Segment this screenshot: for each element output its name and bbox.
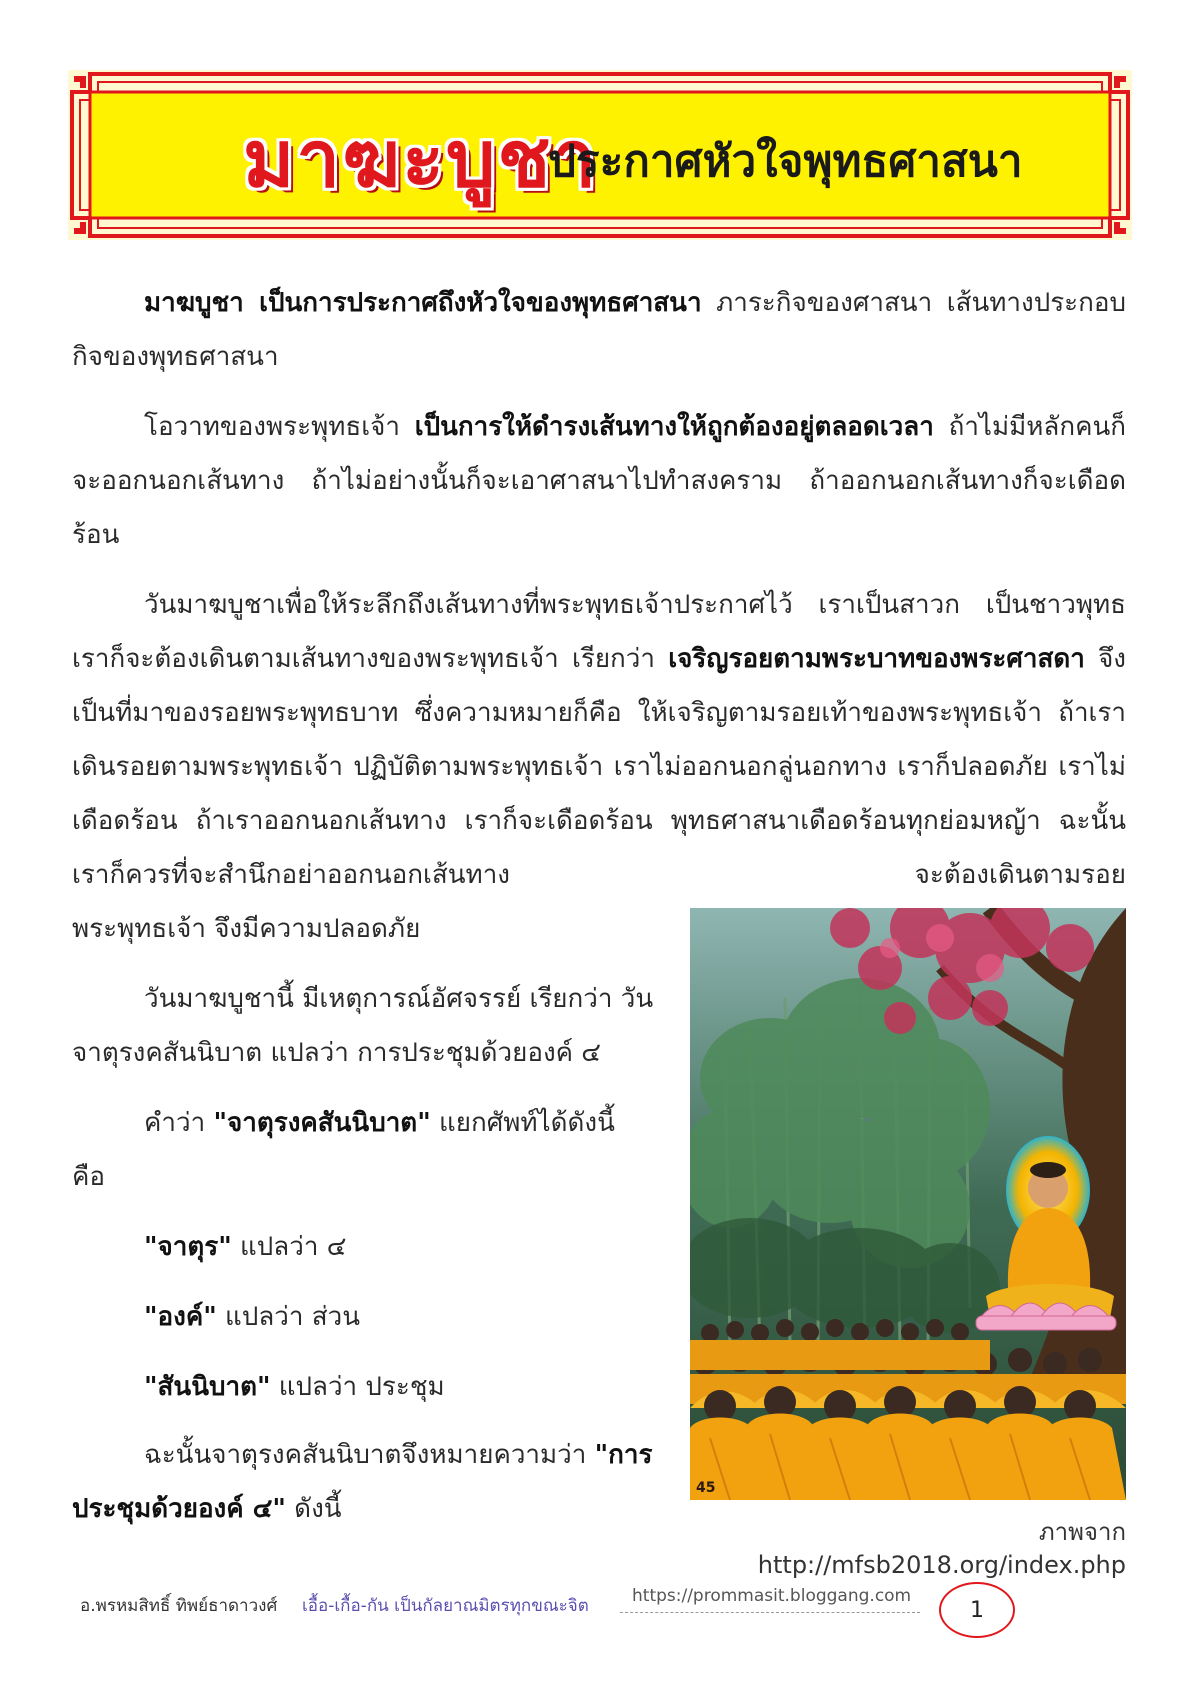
footer-link[interactable]: https://prommasit.bloggang.com	[632, 1586, 912, 1606]
paragraph-2	[72, 400, 1126, 562]
paragraph-6-bold-1: "การ	[594, 1440, 653, 1470]
paragraph-3	[72, 578, 1126, 902]
paragraph-1	[72, 276, 1126, 384]
paragraph-3-last-line: พระพุทธเจ้า จึงมีความปลอดภัย	[72, 914, 421, 944]
term-3	[72, 1360, 672, 1414]
term-1	[72, 1220, 672, 1274]
page-number	[939, 1582, 1015, 1638]
figure-caption: ภาพจาก http://mfsb2018.org/index.php	[757, 1518, 1126, 1579]
paragraph-4-line1: วันมาฆบูชานี้ มีเหตุการณ์อัศจรรย์ เรียกว่า วัน	[144, 984, 654, 1014]
paragraph-5-text-a: คำว่า	[144, 1108, 214, 1138]
footer-author: อ.พรหมสิทธิ์ ทิพย์ธาดาวงศ์	[80, 1596, 278, 1616]
term-1-meaning: แปลว่า ๔	[231, 1232, 347, 1262]
paragraph-2-text-a: โอวาทของพระพุทธเจ้า	[144, 412, 415, 442]
paragraph-1-text: ภาระกิจของศาสนา เส้นทางประกอบกิจของพุทธศาสนา	[72, 288, 1126, 372]
term-2-word: "องค์"	[144, 1302, 217, 1332]
paragraph-6-bold-2: ประชุมด้วยองค์ ๔"	[72, 1494, 286, 1524]
paragraph-3-text-a: วันมาฆบูชาเพื่อให้ระลึกถึงเส้นทางที่พระพุทธเจ้าประกาศไว้ เราเป็นสาวก เป็นชาวพุทธ เราก็จะต้องเดินตามเส้นทางของพระพุทธเจ้า เรียกว่า	[72, 590, 1126, 674]
term-2-meaning: แปลว่า ส่วน	[216, 1302, 360, 1332]
page-number-text: 1	[970, 1597, 984, 1623]
paragraph-5-line2: คือ	[72, 1162, 106, 1192]
term-2	[72, 1290, 672, 1344]
paragraph-1-bold: มาฆบูชา เป็นการประกาศถึงหัวใจของพุทธศาสนา	[144, 288, 702, 318]
paragraph-2-text-b: ถ้าไม่มีหลักคนก็จะออกนอกเส้นทาง ถ้าไม่อย่างนั้นก็จะเอาศาสนาไปทำสงคราม ถ้าออกนอกเส้นทางก็จะเดือดร้อน	[72, 412, 1127, 550]
painting-number: 45	[696, 1480, 716, 1496]
term-3-meaning: แปลว่า ประชุม	[270, 1372, 445, 1402]
term-3-word: "สันนิบาต"	[144, 1372, 271, 1402]
paragraph-6-text-a: ฉะนั้นจาตุรงคสันนิบาตจึงหมายความว่า	[144, 1440, 595, 1470]
banner-title: มาฆะบูชา	[243, 115, 599, 205]
paragraph-5-text-b: แยกศัพท์ได้ดังนี้	[430, 1108, 615, 1138]
buddha-painting-image	[690, 908, 1126, 1500]
paragraph-6-line2	[72, 1482, 672, 1536]
term-1-word: "จาตุร"	[144, 1232, 232, 1262]
paragraph-2-bold: เป็นการให้ดำรงเส้นทางให้ถูกต้องอยู่ตลอดเวลา	[414, 412, 934, 442]
paragraph-3-text-b: จึงเป็นที่มาของรอยพระพุทธบาท ซึ่งความหมายก็คือ ให้เจริญตามรอยเท้าของพระพุทธเจ้า ถ้าเราเดินรอยตามพระพุทธเจ้า ปฏิบัติตามพระพุทธเจ้า เราไม่ออกนอกลู่นอกทาง เราก็ปลอดภัย เราไม่เดือดร้อน ถ้าเราออกนอกเส้นทาง เราก็จะเดือดร้อน พุทธศาสนาเดือดร้อนทุกย่อมหญ้า ฉะนั้น เราก็ควรที่จะสำนึกอย่าออกนอกเส้นทาง จะต้องเดินตามรอย	[72, 644, 1127, 890]
title-banner	[68, 70, 1132, 240]
footer-divider	[620, 1612, 920, 1613]
paragraph-6-line1	[72, 1428, 672, 1482]
paragraph-3-bold: เจริญรอยตามพระบาทของพระศาสดา	[668, 644, 1085, 674]
paragraph-6-text-b: ดังนี้	[285, 1494, 342, 1524]
footer-motto: เอื้อ-เกื้อ-กัน เป็นกัลยาณมิตรทุกขณะจิต	[302, 1596, 589, 1616]
painting-illustration	[690, 908, 1126, 1500]
paragraph-5	[72, 1096, 672, 1150]
banner-subtitle: ประกาศหัวใจพุทธศาสนา	[548, 136, 1023, 187]
paragraph-5-bold: "จาตุรงคสันนิบาต"	[213, 1108, 431, 1138]
paragraph-4-line2: จาตุรงคสันนิบาต แปลว่า การประชุมด้วยองค์ ๔	[72, 1038, 601, 1068]
